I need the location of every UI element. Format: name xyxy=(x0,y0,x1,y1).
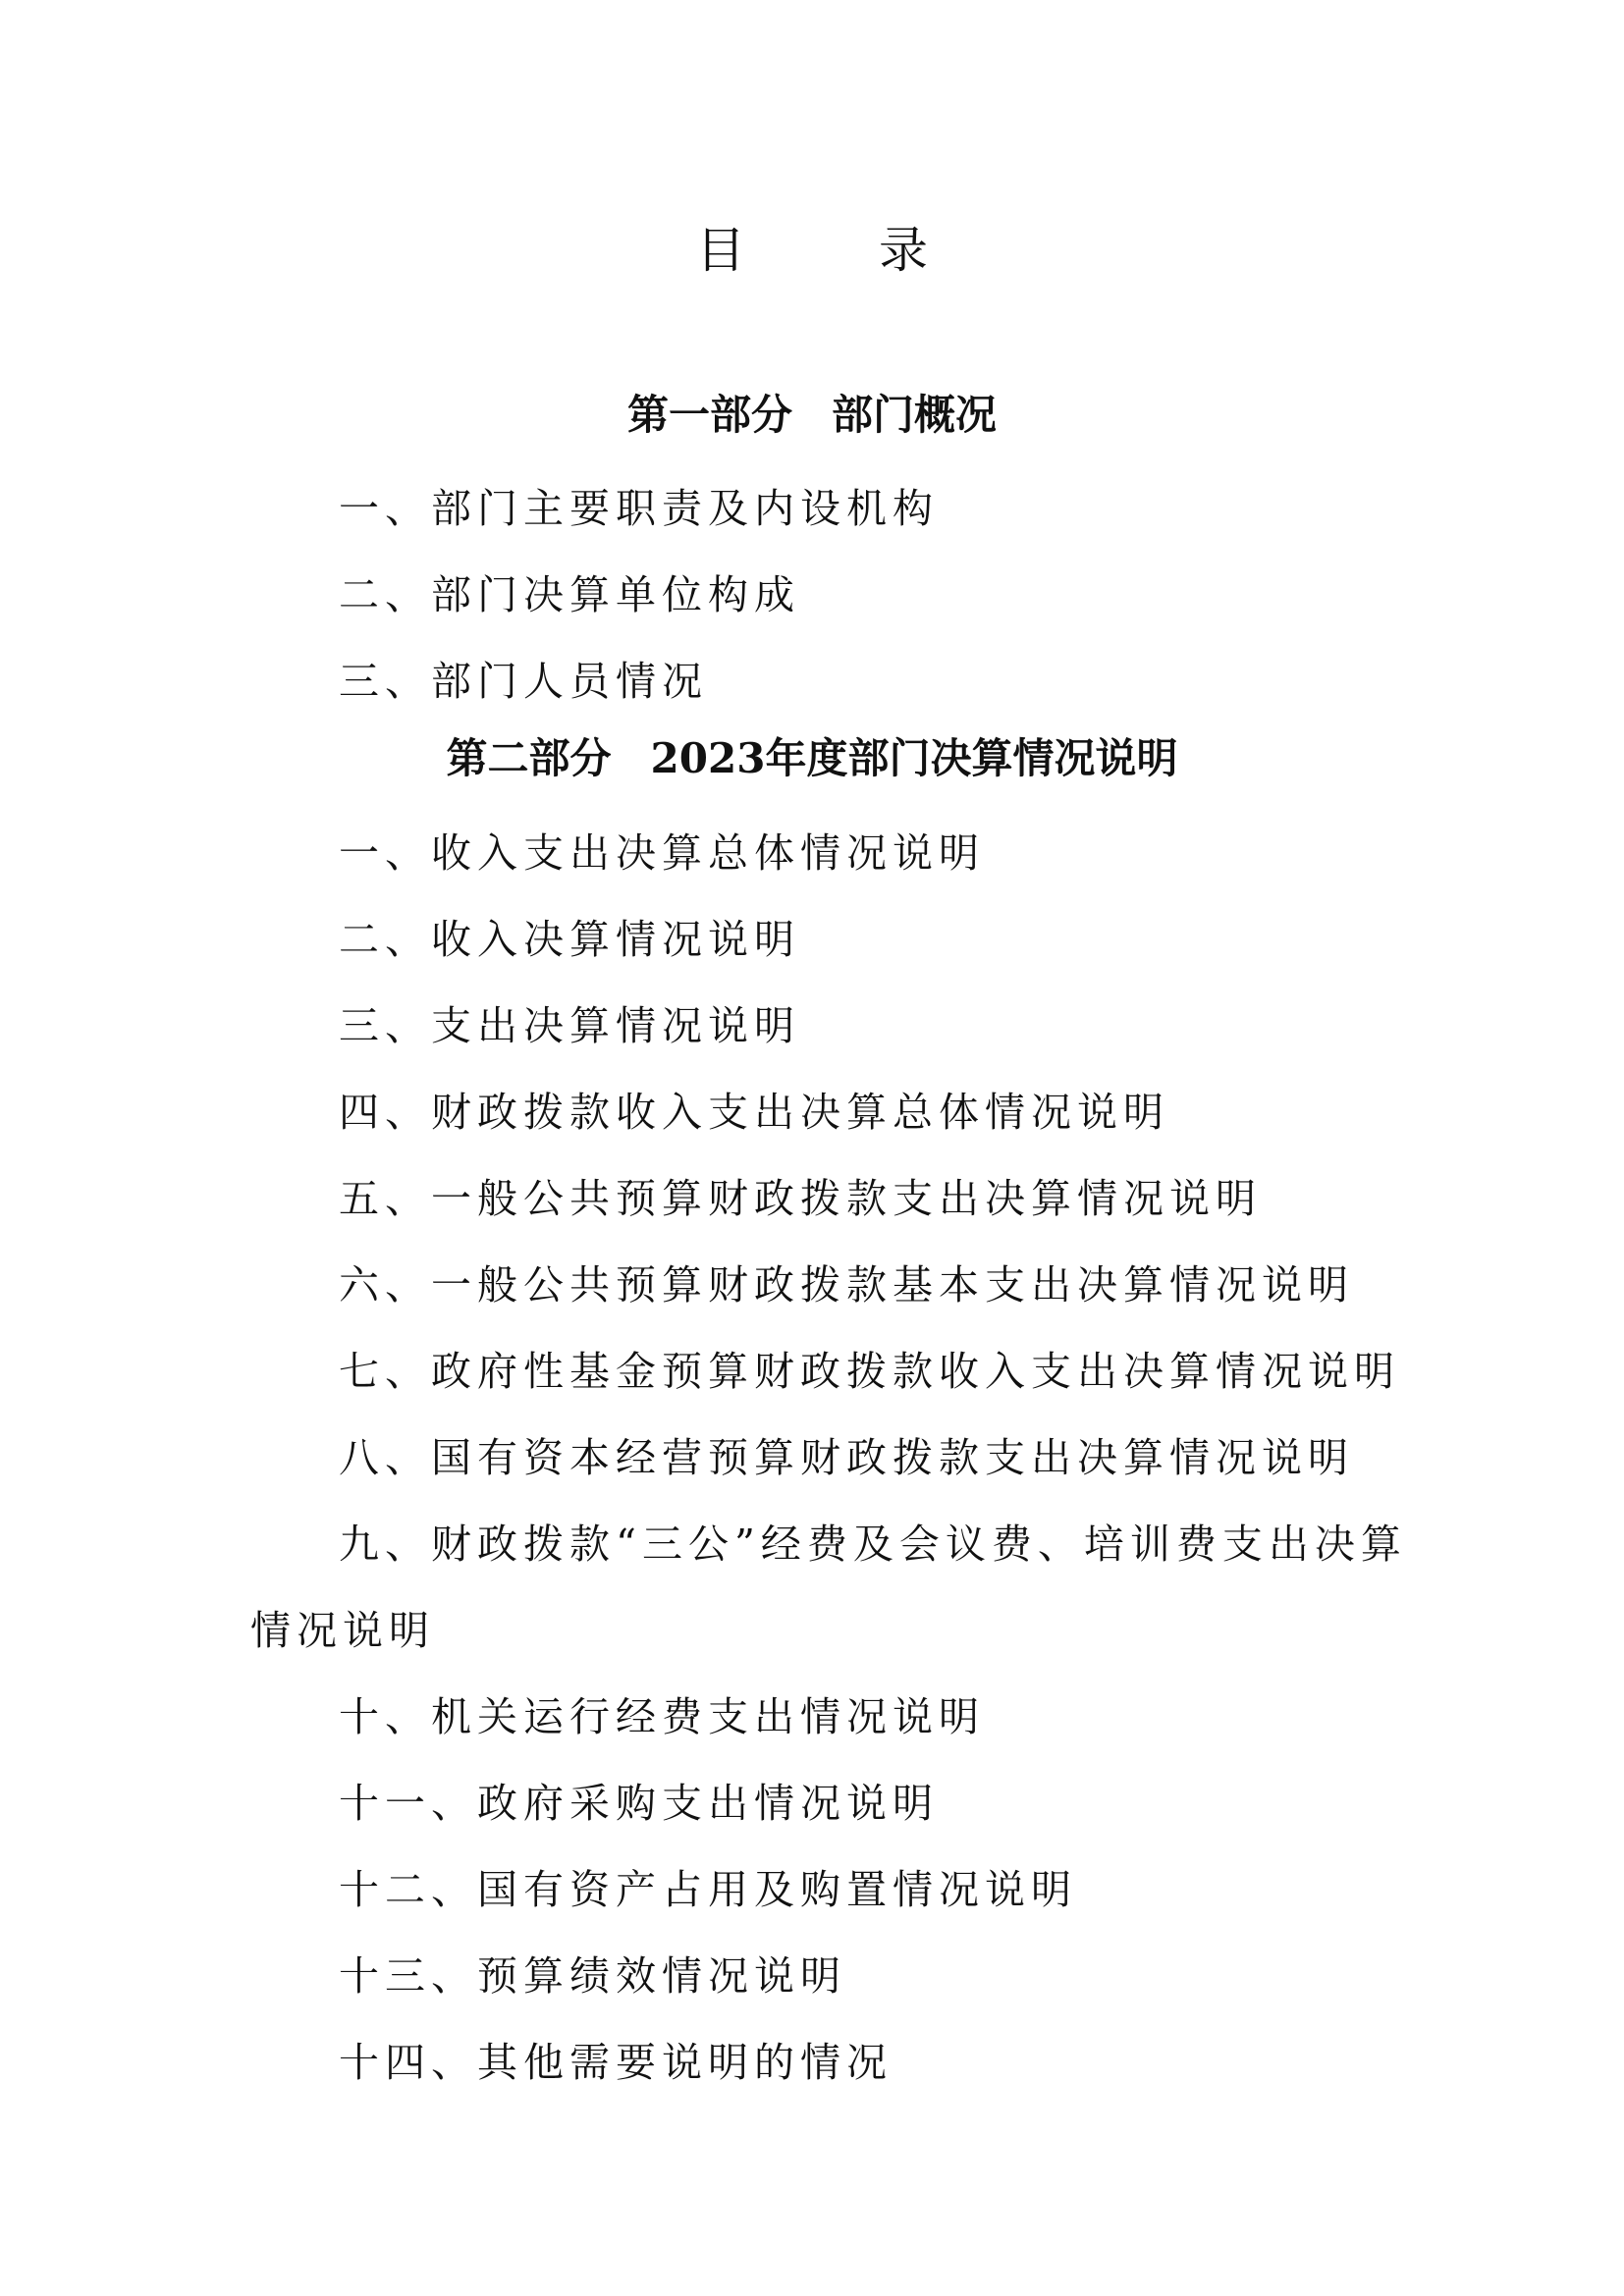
toc-item[interactable]: 十一、政府采购支出情况说明 xyxy=(339,1780,939,1827)
toc-item[interactable]: 一、收入支出决算总体情况说明 xyxy=(339,829,985,877)
toc-item[interactable]: 七、政府性基金预算财政拨款收入支出决算情况说明 xyxy=(339,1348,1400,1395)
toc-item[interactable]: 十三、预算绩效情况说明 xyxy=(339,1952,846,2000)
part2-heading xyxy=(0,726,1624,785)
toc-item[interactable]: 十四、其他需要说明的情况 xyxy=(339,2039,893,2086)
toc-item[interactable]: 八、国有资本经营预算财政拨款支出决算情况说明 xyxy=(339,1434,1354,1481)
toc-item[interactable]: 九、财政拨款“三公”经费及会议费、培训费支出决算 xyxy=(339,1521,1407,1568)
part2-heading-label: 第二部分 xyxy=(446,734,612,782)
toc-item[interactable]: 二、收入决算情况说明 xyxy=(339,916,800,963)
part1-heading xyxy=(0,383,1624,442)
toc-item-continuation[interactable]: 情况说明 xyxy=(250,1607,435,1654)
part2-heading-title: 2023年度部门决算情况说明 xyxy=(650,734,1178,782)
toc-item[interactable]: 四、财政拨款收入支出决算总体情况说明 xyxy=(339,1089,1169,1136)
toc-item[interactable]: 三、部门人员情况 xyxy=(339,658,708,705)
part1-heading-label: 第一部分 xyxy=(626,391,792,439)
toc-item[interactable]: 五、一般公共预算财政拨款支出决算情况说明 xyxy=(339,1175,1262,1222)
toc-item[interactable]: 十二、国有资产占用及购置情况说明 xyxy=(339,1866,1077,1913)
part1-heading-title: 部门概况 xyxy=(832,391,998,439)
toc-item[interactable]: 一、部门主要职责及内设机构 xyxy=(339,485,939,532)
toc-item[interactable]: 十、机关运行经费支出情况说明 xyxy=(339,1693,985,1740)
toc-title: 目 录 xyxy=(696,222,987,279)
toc-item[interactable]: 二、部门决算单位构成 xyxy=(339,571,800,618)
toc-item[interactable]: 三、支出决算情况说明 xyxy=(339,1002,800,1049)
toc-item[interactable]: 六、一般公共预算财政拨款基本支出决算情况说明 xyxy=(339,1261,1354,1308)
